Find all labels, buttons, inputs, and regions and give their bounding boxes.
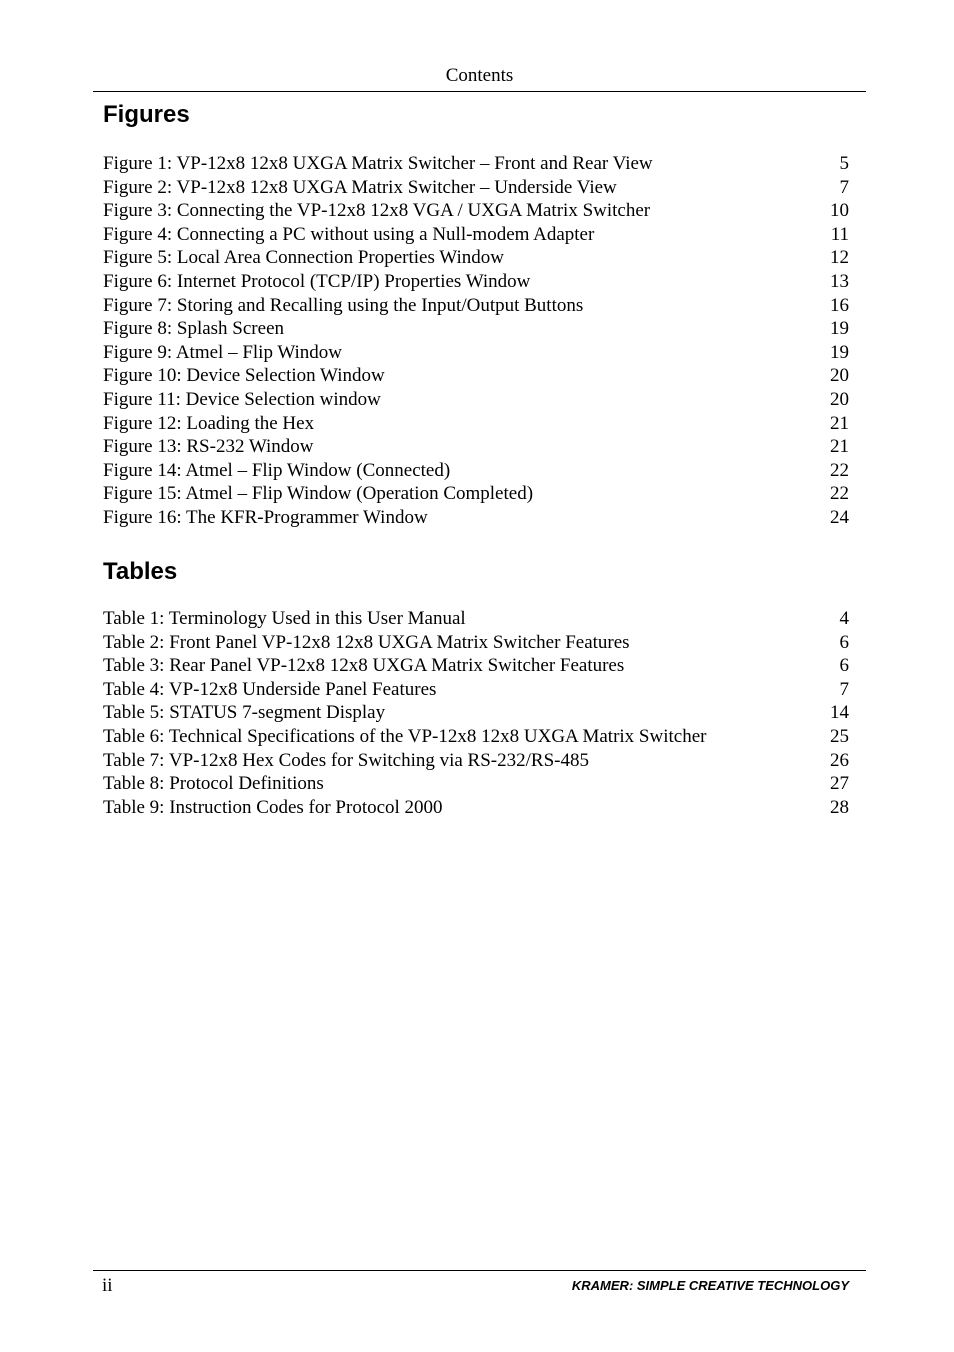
figure-entry[interactable] bbox=[103, 364, 849, 388]
figures-list bbox=[103, 152, 849, 530]
figure-entry[interactable] bbox=[103, 341, 849, 365]
entry-page: 20 bbox=[830, 388, 849, 410]
entry-title: Figure 11: Device Selection window bbox=[103, 388, 381, 410]
table-entry[interactable] bbox=[103, 772, 849, 796]
figure-entry[interactable] bbox=[103, 482, 849, 506]
table-entry[interactable] bbox=[103, 607, 849, 631]
entry-title: Figure 15: Atmel – Flip Window (Operation Completed) bbox=[103, 483, 534, 505]
entry-page: 10 bbox=[830, 200, 849, 222]
table-entry[interactable] bbox=[103, 701, 849, 725]
entry-page: 7 bbox=[839, 678, 849, 700]
entry-title: Figure 6: Internet Protocol (TCP/IP) Properties Window bbox=[103, 270, 531, 292]
entry-title: Table 4: VP-12x8 Underside Panel Features bbox=[103, 678, 437, 700]
entry-title: Figure 14: Atmel – Flip Window (Connected) bbox=[103, 459, 451, 481]
entry-title: Figure 13: RS-232 Window bbox=[103, 436, 314, 458]
entry-page: 14 bbox=[830, 702, 849, 724]
figure-entry[interactable] bbox=[103, 459, 849, 483]
figure-entry[interactable] bbox=[103, 270, 849, 294]
entry-title: Figure 4: Connecting a PC without using a Null-modem Adapter bbox=[103, 223, 595, 245]
entry-title: Table 1: Terminology Used in this User Manual bbox=[103, 608, 466, 629]
entry-page: 22 bbox=[830, 483, 849, 505]
entry-title: Figure 12: Loading the Hex bbox=[103, 412, 315, 434]
footer-page-number: ii bbox=[102, 1275, 113, 1296]
entry-page: 6 bbox=[839, 655, 849, 677]
table-entry[interactable] bbox=[103, 678, 849, 702]
entry-title: Figure 2: VP-12x8 12x8 UXGA Matrix Switcher – Underside View bbox=[103, 176, 617, 198]
figures-heading: Figures bbox=[103, 101, 190, 128]
entry-page: 27 bbox=[830, 773, 849, 795]
entry-title: Figure 7: Storing and Recalling using the Input/Output Buttons bbox=[103, 294, 584, 316]
entry-page: 21 bbox=[830, 412, 849, 434]
entry-page: 6 bbox=[839, 631, 849, 653]
entry-page: 21 bbox=[830, 436, 849, 458]
entry-page: 26 bbox=[830, 749, 849, 771]
entry-page: 11 bbox=[830, 223, 849, 245]
tables-heading: Tables bbox=[103, 558, 178, 585]
entry-title: Table 6: Technical Specifications of the VP-12x8 12x8 UXGA Matrix Switcher bbox=[103, 725, 707, 747]
entry-title: Figure 5: Local Area Connection Properties Window bbox=[103, 247, 504, 269]
figure-entry[interactable] bbox=[103, 223, 849, 247]
entry-page: 19 bbox=[830, 318, 849, 340]
figure-entry[interactable] bbox=[103, 388, 849, 412]
figure-entry[interactable] bbox=[103, 317, 849, 341]
entry-title: Table 7: VP-12x8 Hex Codes for Switching via RS-232/RS-485 bbox=[103, 749, 589, 771]
entry-title: Table 2: Front Panel VP-12x8 12x8 UXGA Matrix Switcher Features bbox=[103, 631, 630, 653]
entry-page: 19 bbox=[830, 341, 849, 363]
entry-page: 24 bbox=[830, 506, 849, 528]
entry-page: 13 bbox=[830, 270, 849, 292]
entry-page: 20 bbox=[830, 365, 849, 387]
entry-title: Figure 3: Connecting the VP-12x8 12x8 VGA / UXGA Matrix Switcher bbox=[103, 200, 651, 222]
entry-title: Table 8: Protocol Definitions bbox=[103, 773, 324, 795]
entry-title: Figure 8: Splash Screen bbox=[103, 318, 285, 340]
page-footer bbox=[93, 1270, 866, 1301]
figure-entry[interactable] bbox=[103, 435, 849, 459]
entry-page: 28 bbox=[830, 796, 849, 818]
entry-title: Table 9: Instruction Codes for Protocol 2000 bbox=[103, 796, 443, 818]
entry-page: 4 bbox=[839, 608, 849, 629]
entry-title: Figure 9: Atmel – Flip Window bbox=[103, 341, 343, 363]
entry-title: Figure 16: The KFR-Programmer Window bbox=[103, 506, 428, 528]
entry-page: 25 bbox=[830, 725, 849, 747]
figure-entry[interactable] bbox=[103, 246, 849, 270]
figure-entry[interactable] bbox=[103, 199, 849, 223]
figure-entry[interactable] bbox=[103, 176, 849, 200]
figure-entry[interactable] bbox=[103, 506, 849, 530]
page-header bbox=[93, 64, 866, 92]
table-entry[interactable] bbox=[103, 631, 849, 655]
entry-page: 22 bbox=[830, 459, 849, 481]
entry-page: 7 bbox=[839, 176, 849, 198]
header-title: Contents bbox=[445, 65, 514, 86]
table-entry[interactable] bbox=[103, 796, 849, 820]
figure-entry[interactable] bbox=[103, 294, 849, 318]
entry-title: Figure 10: Device Selection Window bbox=[103, 365, 385, 387]
table-entry[interactable] bbox=[103, 725, 849, 749]
figure-entry[interactable] bbox=[103, 412, 849, 436]
table-entry[interactable] bbox=[103, 654, 849, 678]
entry-title: Figure 1: VP-12x8 12x8 UXGA Matrix Switcher – Front and Rear View bbox=[103, 153, 653, 174]
tables-list bbox=[103, 607, 849, 819]
entry-page: 12 bbox=[830, 247, 849, 269]
entry-page: 5 bbox=[839, 153, 849, 174]
entry-page: 16 bbox=[830, 294, 849, 316]
entry-title: Table 3: Rear Panel VP-12x8 12x8 UXGA Matrix Switcher Features bbox=[103, 655, 625, 677]
figure-entry[interactable] bbox=[103, 152, 849, 176]
footer-brand-tagline: KRAMER: SIMPLE CREATIVE TECHNOLOGY bbox=[571, 1278, 849, 1293]
entry-title: Table 5: STATUS 7-segment Display bbox=[103, 702, 386, 724]
table-entry[interactable] bbox=[103, 749, 849, 773]
